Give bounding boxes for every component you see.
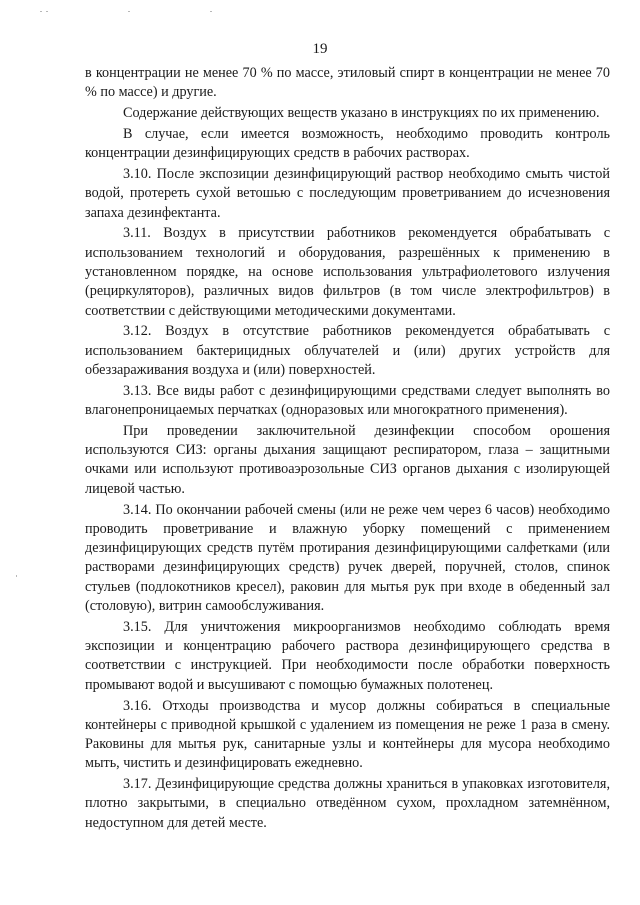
scan-artifact (210, 11, 212, 12)
paragraph-3-10: 3.10. После экспозиции дезинфицирующий раствор необходимо смыть чистой водой, протереть сухой ветошью с последующим проветриванием до исчезновения запаха дезинфектанта. (85, 165, 610, 221)
paragraph: в концентрации не менее 70 % по массе, этиловый спирт в концентрации не менее 70 % по массе) и другие. (85, 65, 610, 101)
paragraph: При проведении заключительной дезинфекции способом орошения используются СИЗ: органы дыхания защищают респиратором, глаза – защитными очками или используют противоаэрозольные СИЗ органов дыхания с изолирующей лицевой частью. (85, 422, 610, 497)
paragraph-3-17: 3.17. Дезинфицирующие средства должны храниться в упаковках изготовителя, плотно закрытыми, в специально отведённом сухом, прохладном затемнённом, недоступном для детей месте. (85, 776, 610, 831)
scan-artifact (40, 11, 42, 12)
paragraph-3-11: 3.11. Воздух в присутствии работников рекомендуется обрабатывать с использованием технологий и оборудования, разрешённых к применению в установленном порядке, на основе использования ультрафиолетового излучения (рециркуляторов), различных видов фильтров (в том числе электрофильтров) в соответствии с действующими методическими документами. (85, 225, 610, 319)
paragraph-3-15: 3.15. Для уничтожения микроорганизмов необходимо соблюдать время экспозиции и концентрацию рабочего раствора дезинфицирующего средства в соответствии с инструкцией. При необходимости после обработки поверхность промывают водой и высушивают с помощью бумажных полотенец. (85, 618, 610, 693)
paragraph: Содержание действующих веществ указано в инструкциях по их применению. (123, 105, 600, 122)
scan-artifact (128, 11, 130, 12)
paragraph-3-13: 3.13. Все виды работ с дезинфицирующими средствами следует выполнять во влагонепроницаемых перчатках (одноразовых или многократного применения). (85, 382, 610, 419)
paragraph-3-16: 3.16. Отходы производства и мусор должны собираться в специальные контейнеры с приводной крышкой с удалением из помещения не реже 1 раза в смену. Раковины для мытья рук, санитарные узлы и контейнеры для мусора необходимо мыть, чистить и дезинфицировать ежедневно. (85, 697, 610, 772)
page-number: 19 (312, 41, 328, 57)
paragraph-3-14: 3.14. По окончании рабочей смены (или не реже чем через 6 часов) необходимо проводить проветривание и влажную уборку помещений с применением дезинфицирующих средств путём протирания дезинфицирующими салфетками (или растворами дезинфицирующих средств) ручек дверей, поручней, столов, спинок стульев (подлокотников кресел), раковин для мытья рук при входе в обеденный зал (столовую), витрин самообслуживания. (85, 501, 610, 615)
document-body (85, 64, 610, 835)
scan-artifact (46, 11, 48, 12)
scan-artifact (16, 575, 17, 577)
paragraph: В случае, если имеется возможность, необходимо проводить контроль концентрации дезинфицирующих средств в рабочих растворах. (85, 125, 610, 162)
paragraph-3-12: 3.12. Воздух в отсутствие работников рекомендуется обрабатывать с использованием бактерицидных облучателей и (или) других устройств для обеззараживания воздуха и (или) поверхностей. (85, 323, 610, 378)
